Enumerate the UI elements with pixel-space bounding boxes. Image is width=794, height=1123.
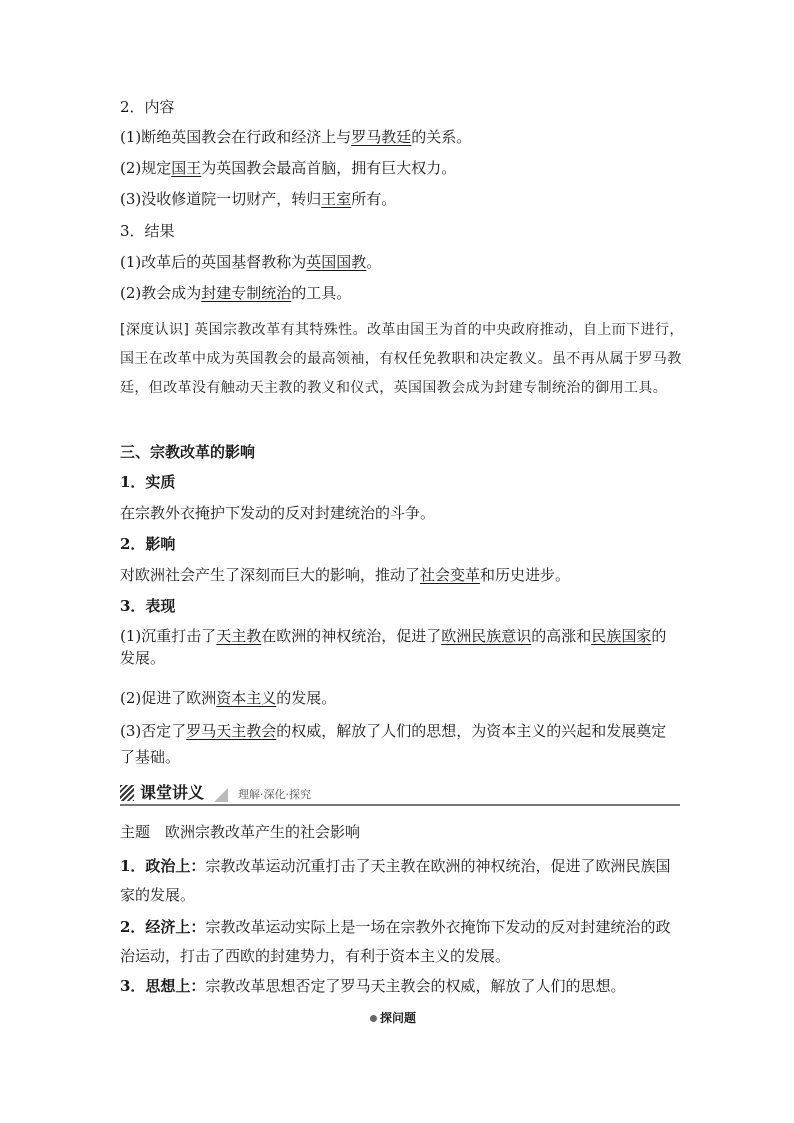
influence-text: 对欧洲社会产生了深刻而巨大的影响，推动了社会变革和历史进步。	[120, 566, 571, 584]
section-content-heading: 2．内容	[120, 98, 175, 116]
content-item-2: (2)规定国王为英国教会最高首脑，拥有巨大权力。	[120, 159, 457, 177]
underlined-term: 王室	[321, 190, 352, 208]
explore-question-label: 探问题	[370, 1009, 416, 1026]
bullet-dot-icon	[370, 1015, 377, 1022]
item-label: 3．思想上：	[120, 977, 206, 995]
lecture-item-ideological: 3．思想上：宗教改革思想否定了罗马天主教会的权威，解放了人们的思想。	[120, 977, 626, 995]
underlined-term: 罗马教廷	[351, 128, 412, 146]
underlined-term: 民族国家	[591, 627, 652, 645]
manifestation-item-3: (3)否定了罗马天主教会的权威，解放了人们的思想，为资本主义的兴起和发展奠定了基础。	[120, 722, 667, 766]
section-impact-heading: 三、宗教改革的影响	[120, 443, 256, 461]
lecture-item-economic: 2．经济上：宗教改革运动实际上是一场在宗教外衣掩饰下发动的反对封建统治的政治运动，打击了西欧的封建势力，有利于资本主义的发展。	[120, 918, 671, 965]
content-item-1: (1)断绝英国教会在行政和经济上与罗马教廷的关系。	[120, 128, 472, 146]
essence-heading: 1．实质	[120, 473, 176, 491]
stripe-decoration-icon	[120, 785, 134, 801]
banner-rule	[120, 804, 680, 806]
influence-heading: 2．影响	[120, 535, 176, 553]
lecture-banner	[120, 782, 680, 806]
content-item-3: (3)没收修道院一切财产，转归王室所有。	[120, 190, 397, 208]
triangle-decoration-icon	[214, 788, 228, 802]
item-label: 2．经济上：	[120, 918, 206, 936]
banner-title: 课堂讲义	[140, 783, 205, 802]
underlined-term: 英国国教	[306, 253, 367, 271]
underlined-term: 天主教	[216, 627, 262, 645]
lecture-topic: 主题 欧洲宗教改革产生的社会影响	[120, 823, 361, 841]
underlined-term: 国王	[171, 159, 202, 177]
item-label: 1．政治上：	[120, 857, 206, 875]
underlined-term: 社会变革	[420, 566, 481, 584]
manifestation-item-1: (1)沉重打击了天主教在欧洲的神权统治，促进了欧洲民族意识的高涨和民族国家的发展。	[120, 627, 667, 667]
lecture-item-political: 1．政治上：宗教改革运动沉重打击了天主教在欧洲的神权统治，促进了欧洲民族国家的发展。	[120, 857, 671, 904]
underlined-term: 资本主义	[216, 689, 277, 707]
essence-text: 在宗教外衣掩护下发动的反对封建统治的斗争。	[120, 504, 436, 522]
deep-understanding-note: [深度认识] 英国宗教改革有其特殊性。改革由国王为首的中央政府推动，自上而下进行，国王在改革中成为英国教会的最高领袖，有权任免教职和决定教义。虽不再从属于罗马教廷，但改革没有触动天主教的教义和仪式，英国国教会成为封建专制统治的御用工具。	[120, 322, 684, 396]
manifestation-heading: 3．表现	[120, 597, 176, 615]
result-item-1: (1)改革后的英国基督教称为英国国教。	[120, 253, 382, 271]
section-result-heading: 3．结果	[120, 222, 175, 240]
underlined-term: 封建专制统治	[201, 284, 292, 302]
underlined-term: 欧洲民族意识	[441, 627, 532, 645]
manifestation-item-2: (2)促进了欧洲资本主义的发展。	[120, 689, 337, 707]
result-item-2: (2)教会成为封建专制统治的工具。	[120, 284, 352, 302]
banner-subtitle: 理解·深化·探究	[238, 788, 311, 801]
underlined-term: 罗马天主教会	[186, 722, 277, 740]
